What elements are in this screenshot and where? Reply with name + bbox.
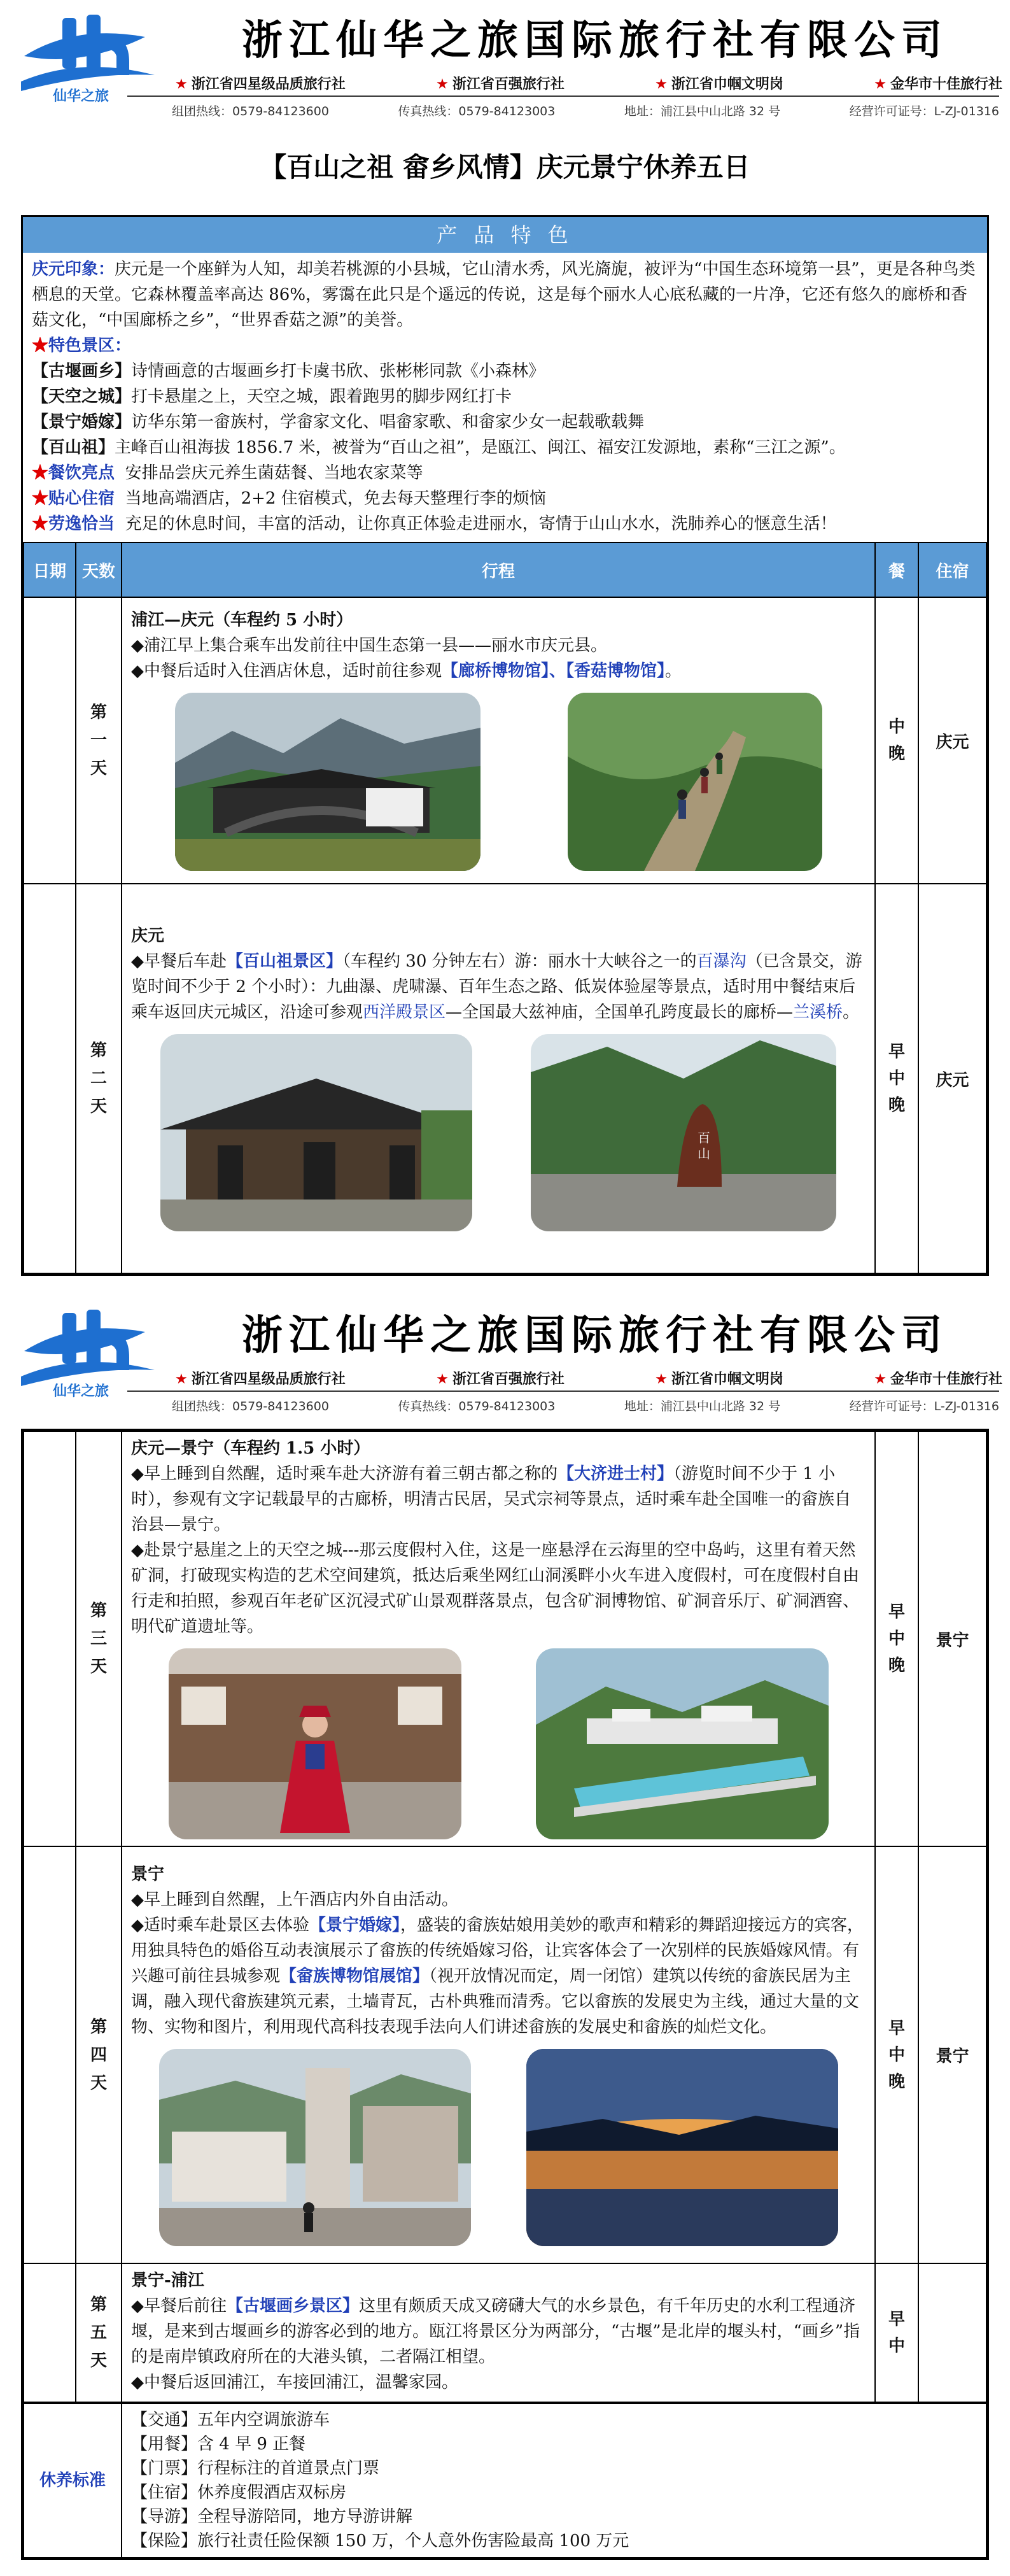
day-label: 第 五 天 [76,2263,122,2402]
photo-row [131,1648,866,1839]
tour-title: 【百山之祖 畲乡风情】庆元景宁休养五日 [260,152,750,183]
itinerary-text: （车程约 30 分钟左右）游：丽水十大峡谷之一的 [342,952,697,971]
scenic-spot-name: 【景宁婚嫁】 [309,1915,401,1935]
scenic-spot-name: 西洋殿景区 [363,1003,446,1022]
meal-cell: 早 中 晚 [875,1846,918,2263]
header-meal: 餐 [875,542,918,597]
lake-sunset-photo [526,2049,838,2246]
itinerary-text: ◆早餐后车赴 [131,952,227,971]
day-route: 庆元 [131,926,165,945]
day-label: 第 二 天 [76,884,122,1273]
scenic-spot-name: 百瀑沟 [696,952,747,971]
letterhead [0,0,1010,134]
honor-item: ★ 浙江省四星级品质旅行社 [175,76,346,92]
itinerary-paragraph [131,949,866,1025]
contact-item: 经营许可证号：L-ZJ-01316 [849,104,999,118]
photo-row [131,2049,866,2246]
itinerary-text: ◆早上睡到自然醒，适时乘车赴大济游有着三朝古都之称的 [131,1464,558,1483]
honor-item: ★ 浙江省巾帼文明岗 [655,76,783,92]
date-cell [24,1431,76,1846]
baishanzu-scenic-photo [531,1034,836,1231]
scenic-spot-name: 【古堰画乡景区】 [227,2296,360,2316]
page-break [0,1276,1010,1295]
table-row [24,884,986,1273]
itinerary-paragraph [131,2293,866,2370]
star-icon: ★ [655,76,668,92]
company-name: 浙江仙华之旅国际旅行社有限公司 [242,17,948,64]
hotel-cell: 景宁 [918,1846,986,2263]
day-route: 庆元—景宁（车程约 1.5 小时） [131,1439,370,1458]
scenic-spot-name: 【香菇博物馆】 [566,662,666,681]
itinerary-paragraph [131,658,866,684]
scenic-spot-name: 【大济进士村】 [558,1464,674,1483]
standards-label: 休养标准 [24,2403,122,2558]
star-icon: ★ [874,1371,887,1387]
itinerary-text: ◆赴景宁悬崖之上的天空之城---那云度假村入住，这是一座悬浮在云海里的空中岛屿，这里有着天然矿洞，打破现实构造的艺术空间建筑，抵达后乘坐网红山洞溪畔小火车进入度假村，可在度假村自由行走和拍照，参观百年老矿区沉浸式矿山景观群落景点，包含矿洞博物馆、矿洞音乐厅、矿洞酒窖、明代矿道遗址等。 [131,1541,860,1636]
star-icon: ★ [175,1371,188,1387]
svg-text:山: 山 [698,1146,710,1161]
company-logo [18,11,164,107]
star-icon: ★ [32,514,49,534]
scenic-spot-name: 、 [549,662,566,681]
extra-item: ★餐饮亮点 安排品尝庆元养生菌菇餐、当地农家菜等 [32,464,423,483]
svg-text:仙华之旅: 仙华之旅 [53,1384,109,1399]
itinerary-text: ◆浦江早上集合乘车出发前往中国生态第一县——丽水市庆元县。 [131,636,607,655]
honor-item: ★ 金华市十佳旅行社 [874,76,1002,92]
contact-item: 组团热线：0579-84123600 [172,1399,329,1413]
day-text [131,1461,866,1639]
day-body [122,597,875,884]
star-icon: ★ [655,1371,668,1387]
photo-row [131,693,866,871]
contact-item: 传真热线：0579-84123003 [398,1399,556,1413]
star-icon: ★ [32,336,49,355]
date-cell [24,1846,76,2263]
date-cell [24,884,76,1273]
itinerary-text: ◆中餐后适时入住酒店休息，适时前往参观 [131,662,442,681]
star-icon: ★ [874,76,887,92]
itinerary-text: （已含景交，游览时间不少于 2 个小时）：九曲瀑、虎啸瀑、百年生态之路、低炭体验屋等景点，适时用中餐结束后乘车返回庆元城区，沿途可参观 [131,952,862,1022]
scenic-spot-name: 【百山祖景区】 [227,952,343,971]
table-row [24,2403,986,2558]
standards-table [23,2403,987,2558]
itinerary-text: 这里有颇质天成又磅礴大气的水乡景色，有千年历史的水利工程通济堰，是来到古堰画乡的游客必到的地方。瓯江将景区分为两部分，“古堰”是北岸的堰头村，“画乡”指的是南岸镇政府所在的大港头镇，二者隔江相望。 [131,2296,860,2367]
day-body [122,2263,875,2402]
itinerary-text: ◆中餐后返回浦江，车接回浦江，温馨家园。 [131,2373,458,2392]
features-heading: 产 品 特 色 [23,217,987,253]
honor-item: ★ 金华市十佳旅行社 [874,1371,1002,1387]
scenic-spot-name: 兰溪桥 [793,1003,843,1022]
mountain-hike-photo [568,693,822,871]
divider [127,1391,999,1392]
day-text [131,1887,866,2040]
table-row [24,597,986,884]
day-label: 第 一 天 [76,597,122,884]
intro-paragraph [32,257,978,333]
itinerary-paragraph [131,2370,866,2395]
honor-item: ★ 浙江省巾帼文明岗 [655,1371,783,1387]
day-route: 浦江—庆元（车程约 5 小时） [131,611,353,630]
itinerary-box-page1 [21,215,989,1276]
itinerary-text: 。 [665,662,682,681]
standard-item: 【用餐】含 4 早 9 正餐 [131,2435,306,2454]
itinerary-text: （视开放情况而定，周一闭馆）建筑以传统的畲族民居为主调，融入现代畲族建筑元素，土墙青瓦，古朴典雅而清秀。它以畲族的发展史为主线，通过大量的文物、实物和图片，利用现代高科技表现手法向人们讲述畲族的发展史和畲族的灿烂文化。 [131,1966,860,2037]
star-icon: ★ [32,489,49,508]
star-icon: ★ [175,76,188,92]
contact-item: 地址：浦江县中山北路 32 号 [624,104,781,118]
itinerary-table [23,542,987,1274]
meal-cell: 中 晚 [875,597,918,884]
day-label: 第 四 天 [76,1846,122,2263]
contact-item: 组团热线：0579-84123600 [172,104,329,118]
features-section [23,253,987,542]
sky-city-resort-photo [536,1648,829,1839]
divider [127,96,999,97]
contact-item: 传真热线：0579-84123003 [398,104,556,118]
contacts-row [172,1397,999,1414]
itinerary-text: ◆早餐后前往 [131,2296,227,2316]
itinerary-text: ◆早上睡到自然醒，上午酒店内外自由活动。 [131,1890,458,1909]
contacts-row [172,102,999,119]
scenic-spot-name: 【廊桥博物馆】 [442,662,550,681]
date-cell [24,2263,76,2402]
meal-cell: 早 中 [875,2263,918,2402]
itinerary-table [23,1431,987,2403]
star-icon: ★ [436,76,449,92]
itinerary-paragraph [131,1538,866,1639]
extra-item: ★劳逸恰当 充足的休息时间，丰富的活动，让你真正体验走进丽水，寄情于山山水水，洗肺养心的惬意生活！ [32,514,837,534]
honor-item: ★ 浙江省四星级品质旅行社 [175,1371,346,1387]
hotel-cell: 庆元 [918,884,986,1273]
star-icon: ★ [32,464,49,483]
header-hotel: 住宿 [918,542,986,597]
contact-item: 经营许可证号：L-ZJ-01316 [849,1399,999,1413]
intro-label: 庆元印象： [32,260,115,279]
extra-item: ★贴心住宿 当地高端酒店，2+2 住宿模式，免去每天整理行李的烦恼 [32,489,546,508]
honor-item: ★ 浙江省百强旅行社 [436,76,565,92]
honors-row [175,1368,1002,1388]
day-text [131,2293,866,2395]
meal-cell: 早 中 晚 [875,1431,918,1846]
contact-item: 地址：浦江县中山北路 32 号 [624,1399,781,1413]
header-days: 天数 [76,542,122,597]
covered-bridge-photo [175,693,480,871]
scenic-spot-name: 【畲族博物馆展馆】 [280,1966,430,1986]
date-cell [24,597,76,884]
header-date: 日期 [24,542,76,597]
header-itinerary: 行程 [122,542,875,597]
standard-item: 【门票】行程标注的首道景点门票 [131,2459,380,2478]
table-header-row [24,542,986,597]
star-icon: ★ [436,1371,449,1387]
intro-text: 庆元是一个座鲜为人知，却美若桃源的小县城，它山清水秀，风光旖旎，被评为“中国生态环境第一县”，更是各种鸟类栖息的天堂。它森林覆盖率高达 86%，雾霭在此只是个遥远的传说，这是每个丽水人心底私藏的一片净，它还有悠久的廊桥和香菇文化，“中国廊桥之乡”，“世界香菇之源”的美誉。 [32,260,976,330]
day-text [131,949,866,1025]
itinerary-paragraph [131,1887,866,1913]
day-body [122,1846,875,2263]
standards-list [122,2403,986,2558]
day-route: 景宁-浦江 [131,2271,204,2290]
company-logo [18,1306,164,1402]
svg-text:百: 百 [698,1130,710,1145]
spots-label: ★特色景区： [32,336,132,355]
itinerary-text: —全国最大兹神庙，全国单孔跨度最长的廊桥— [445,1003,794,1022]
day-route: 景宁 [131,1864,165,1884]
day-label: 第 三 天 [76,1431,122,1846]
itinerary-paragraph [131,1461,866,1538]
hotel-cell: 庆元 [918,597,986,884]
itinerary-text: 。 [843,1003,860,1022]
honors-row [175,73,1002,93]
hotel-cell: 景宁 [918,1431,986,1846]
company-name: 浙江仙华之旅国际旅行社有限公司 [242,1312,948,1359]
she-village-photo [159,2049,471,2246]
ancient-building-photo [160,1034,472,1231]
hotel-cell [918,2263,986,2402]
letterhead [0,1295,1010,1429]
day-body [122,1431,875,1846]
spot-item: 【百山祖】主峰百山祖海拔 1856.7 米，被誉为“百山之祖”，是瓯江、闽江、福安江发源地，素称“三江之源”。 [32,438,846,457]
standard-item: 【导游】全程导游陪同，地方导游讲解 [131,2507,413,2526]
standard-item: 【交通】五年内空调旅游车 [131,2410,330,2430]
itinerary-paragraph [131,1913,866,2040]
standard-item: 【住宿】休养度假酒店双标房 [131,2483,347,2502]
standard-item: 【保险】旅行社责任险保额 150 万，个人意外伤害险最高 100 万元 [131,2531,629,2551]
photo-row [131,1034,866,1231]
table-row [24,2263,986,2402]
itinerary-text: （游览时间不少于 1 小时），参观有文字记载最早的古廊桥，明清古民居，吴式宗祠等景点，适时乘车赴全国唯一的畲族自治县—景宁。 [131,1464,852,1534]
itinerary-paragraph [131,633,866,658]
table-row [24,1431,986,1846]
spot-item: 【景宁婚嫁】访华东第一畲族村，学畲家文化、唱畲家歌、和畲家少女一起载歌载舞 [32,413,645,432]
itinerary-text: ，盛装的畲族姑娘用美妙的歌声和精彩的舞蹈迎接远方的宾客，用独具特色的婚俗互动表演展示了畲族的传统婚嫁习俗，让宾客体会了一次别样的民族婚嫁风情。有兴趣可前往县城参观 [131,1915,864,1986]
spot-item: 【古堰画乡】诗情画意的古堰画乡打卡虞书欣、张彬彬同款《小森林》 [32,362,545,381]
table-row [24,1846,986,2263]
meal-cell: 早 中 晚 [875,884,918,1273]
itinerary-box-page2 [21,1429,989,2560]
spot-item: 【天空之城】打卡悬崖之上，天空之城，跟着跑男的脚步网红打卡 [32,387,512,406]
itinerary-text: ◆适时乘车赴景区去体验 [131,1915,309,1935]
svg-text:仙华之旅: 仙华之旅 [53,88,109,104]
day-text [131,633,866,684]
honor-item: ★ 浙江省百强旅行社 [436,1371,565,1387]
she-girl-photo [169,1648,461,1839]
day-body [122,884,875,1273]
